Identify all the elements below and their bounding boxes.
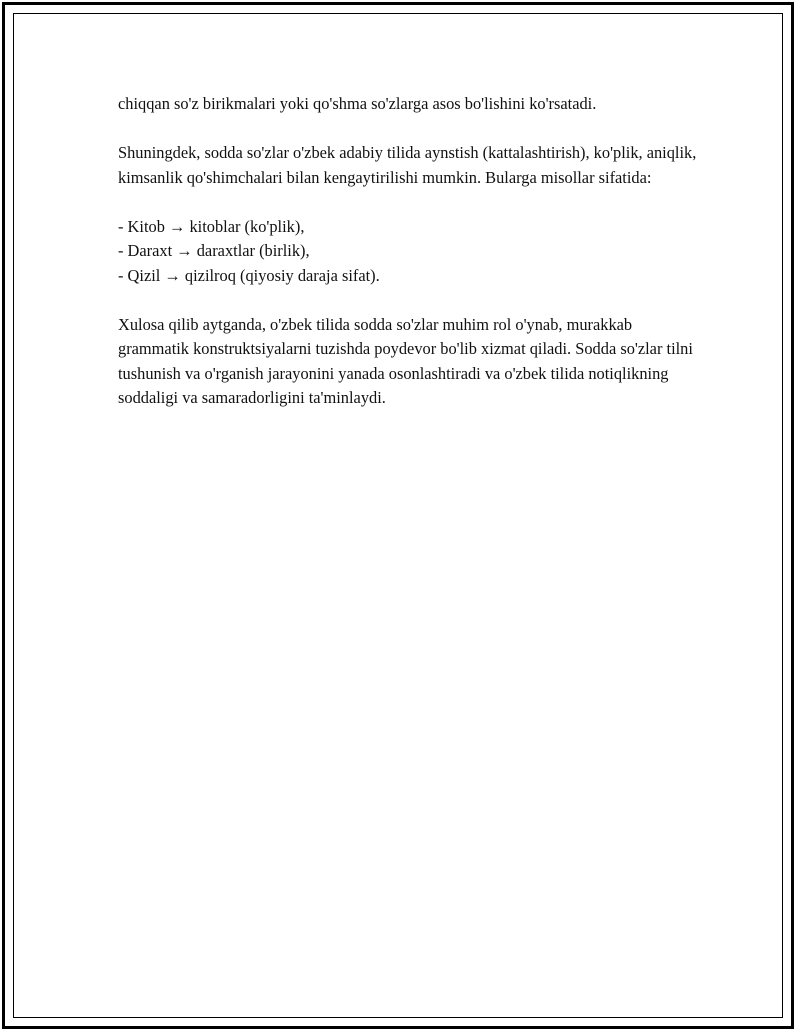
paragraph-continuation: chiqqan so'z birikmalari yoki qo'shma so'zlarga asos bo'lishini ko'rsatadi. [118, 94, 597, 113]
paragraph-conclusion: Xulosa qilib aytganda, o'zbek tilida sodda so'zlar muhim rol o'ynab, murakkab grammatik konstruktsiyalarni tuzishda poydevor bo'lib xizmat qiladi. Sodda so'zlar tilni tushunish va o'rganish jarayonini yanada osonlashtiradi va o'zbek tilida notiqlikning soddaligi va samaradorligini ta'minlaydi. [118, 314, 693, 407]
example-item: - Kitob → kitoblar (ko'plik), [118, 216, 305, 236]
paragraph-extension-intro: Shuningdek, sodda so'zlar o'zbek adabiy tilida aynstish (kattalashtirish), ko'plik, aniqlik, kimsanlik qo'shimchalari bilan kengaytirilishi mumkin. Bularga misollar sifatida: [118, 143, 697, 187]
example-item: - Daraxt → daraxtlar (birlik), [118, 241, 310, 260]
examples-list [118, 215, 698, 289]
document-body [118, 92, 698, 411]
example-item: - Qizil → qizilroq (qiyosiy daraja sifat). [118, 265, 380, 285]
